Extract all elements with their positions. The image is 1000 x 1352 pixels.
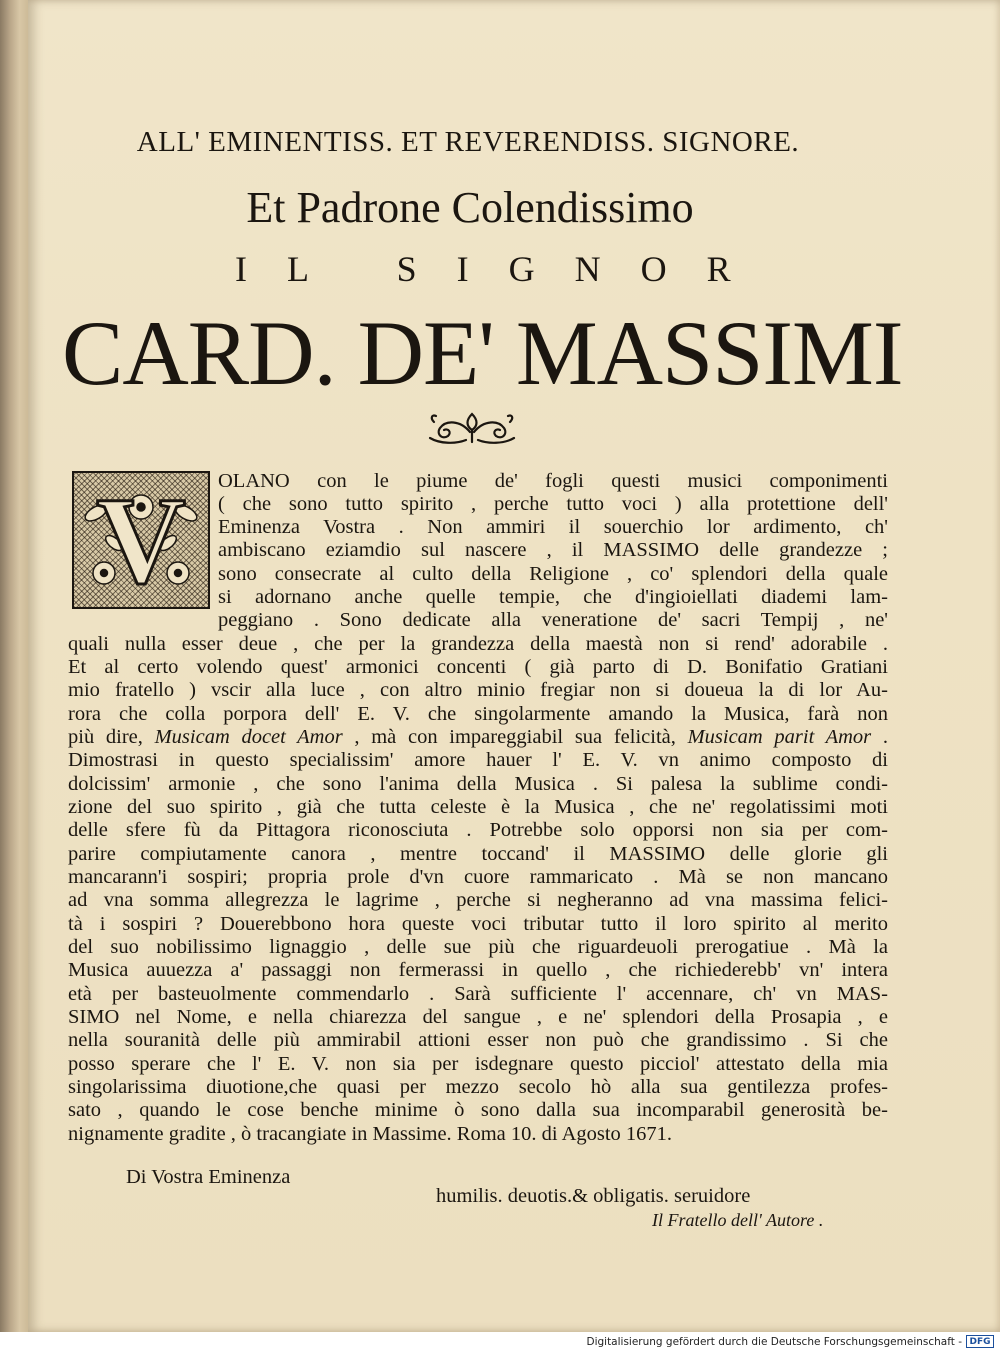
text-line: peggiano . Sono dedicate alla veneratione de' sacri Tempij , ne': [218, 609, 888, 631]
text-line: Dimostrasi in questo specialissim' amore hauer l' E. V. vn animo composto di: [68, 749, 888, 771]
text-line: nignamente gradite , ò tracangiate in Massime. Roma 10. di Agosto 1671.: [68, 1123, 673, 1145]
page-edge: [0, 0, 28, 1332]
text-line: si adornano anche quelle tempie, che d'ingioiellati diademi lam-: [218, 586, 888, 608]
text-line: nella souranità delle più ammirabil attioni esser non può che grandissimo . Si che: [68, 1029, 888, 1051]
text-line: SIMO nel Nome, e nella chiarezza del sangue , e ne' splendori della Prosapia , e: [68, 1006, 888, 1028]
text-line: sato , quando le cose benche minime ò sono dalla sua incomparabil generosità be-: [68, 1099, 888, 1121]
text-line: mio fratello ) vscir alla luce , con altro minio fregiar non si doueua la di lor Au-: [68, 679, 888, 701]
patron-line: Et Padrone Colendissimo: [246, 183, 694, 232]
text-line: Musica auuezza a' passaggi non fermerassi in quello , che richiederebb' vn' intera: [68, 959, 888, 981]
text-line: sono consecrate al culto della Religione , co' splendori della quale: [218, 563, 888, 585]
text-line: posso sperare che l' E. V. non sia per isdegnare questo picciol' attestato della mia: [68, 1053, 888, 1075]
dedication-heading: ALL' EMINENTISS. ET REVERENDISS. SIGNORE.: [136, 126, 800, 158]
text-line: OLANO con le piume de' fogli questi musici componimenti: [218, 470, 888, 492]
text-line: singolarissima diuotione,che quasi per mezzo secolo hò alla sua gentilezza profes-: [68, 1076, 888, 1098]
text-line: rora che colla porpora dell' E. V. che singolarmente amando la Musica, farà non: [68, 703, 888, 725]
text-line: mancarann'i sospiri; propria prole d'vn cuore rammaricato . Mà se non mancano: [68, 866, 888, 888]
decorated-initial: [72, 471, 210, 609]
signature-line: humilis. deuotis.& obligatis. seruidore: [436, 1185, 751, 1207]
text-line: età per basteuolmente commendarlo . Sarà sufficiente l' accennare, ch' vn MAS-: [68, 983, 888, 1005]
closing-salutation: Di Vostra Eminenza: [126, 1166, 291, 1188]
text-line: più dire, Musicam docet Amor , mà con impareggiabil sua felicità, Musicam parit Amor .: [68, 726, 888, 748]
text-line: Eminenza Vostra . Non ammiri il souerchio lor ardimento, ch': [218, 516, 888, 538]
text-line: dolcissim' armonie , che sono l'anima della Musica . Si palesa la sublime condi-: [68, 773, 888, 795]
footer-bar: [0, 1332, 1000, 1352]
cardinal-title: CARD. DE' MASSIMI: [62, 302, 903, 404]
signature-name: Il Fratello dell' Autore .: [652, 1210, 824, 1230]
text-line: ad vna somma allegrezza le lagrime , perche si negheranno ad vna massima felici-: [68, 889, 888, 911]
funding-credit: Digitalisierung gefördert durch die Deutsche Forschungsgemeinschaft -: [586, 1336, 962, 1348]
text-line: ( che sono tutto spirito , perche tutto voci ) alla protettione dell': [218, 493, 888, 515]
text-line: parire compiutamente canora , mentre toccand' il MASSIMO delle glorie gli: [68, 843, 888, 865]
text-line: del suo nobilissimo lignaggio , delle sue più che riguardeuoli prerogatiue . Mà la: [68, 936, 888, 958]
text-line: quali nulla esser deue , che per la grandezza della maestà non si rend' adorabile .: [68, 633, 888, 655]
signor-line: IL SIGNOR: [235, 249, 771, 289]
text-line: zione del suo spirito , già che tutta celeste è la Musica , che ne' regolatissimi moti: [68, 796, 888, 818]
text-line: delle sfere fù da Pittagora riconosciuta . Potrebbe solo opporsi non sia per com-: [68, 819, 888, 841]
initial-letter: V: [96, 472, 186, 609]
printers-ornament-icon: [426, 410, 518, 446]
text-line: Et al certo volendo quest' armonici concenti ( già parto di D. Bonifatio Gratiani: [68, 656, 888, 678]
text-line: ambiscano eziamdio sul nascere , il MASSIMO delle grandezze ;: [218, 539, 888, 561]
text-line: tà i sospiri ? Douerebbono hora queste voci tributar tutto il loro spirito al merito: [68, 913, 888, 935]
dfg-logo-icon: DFG: [966, 1335, 994, 1348]
